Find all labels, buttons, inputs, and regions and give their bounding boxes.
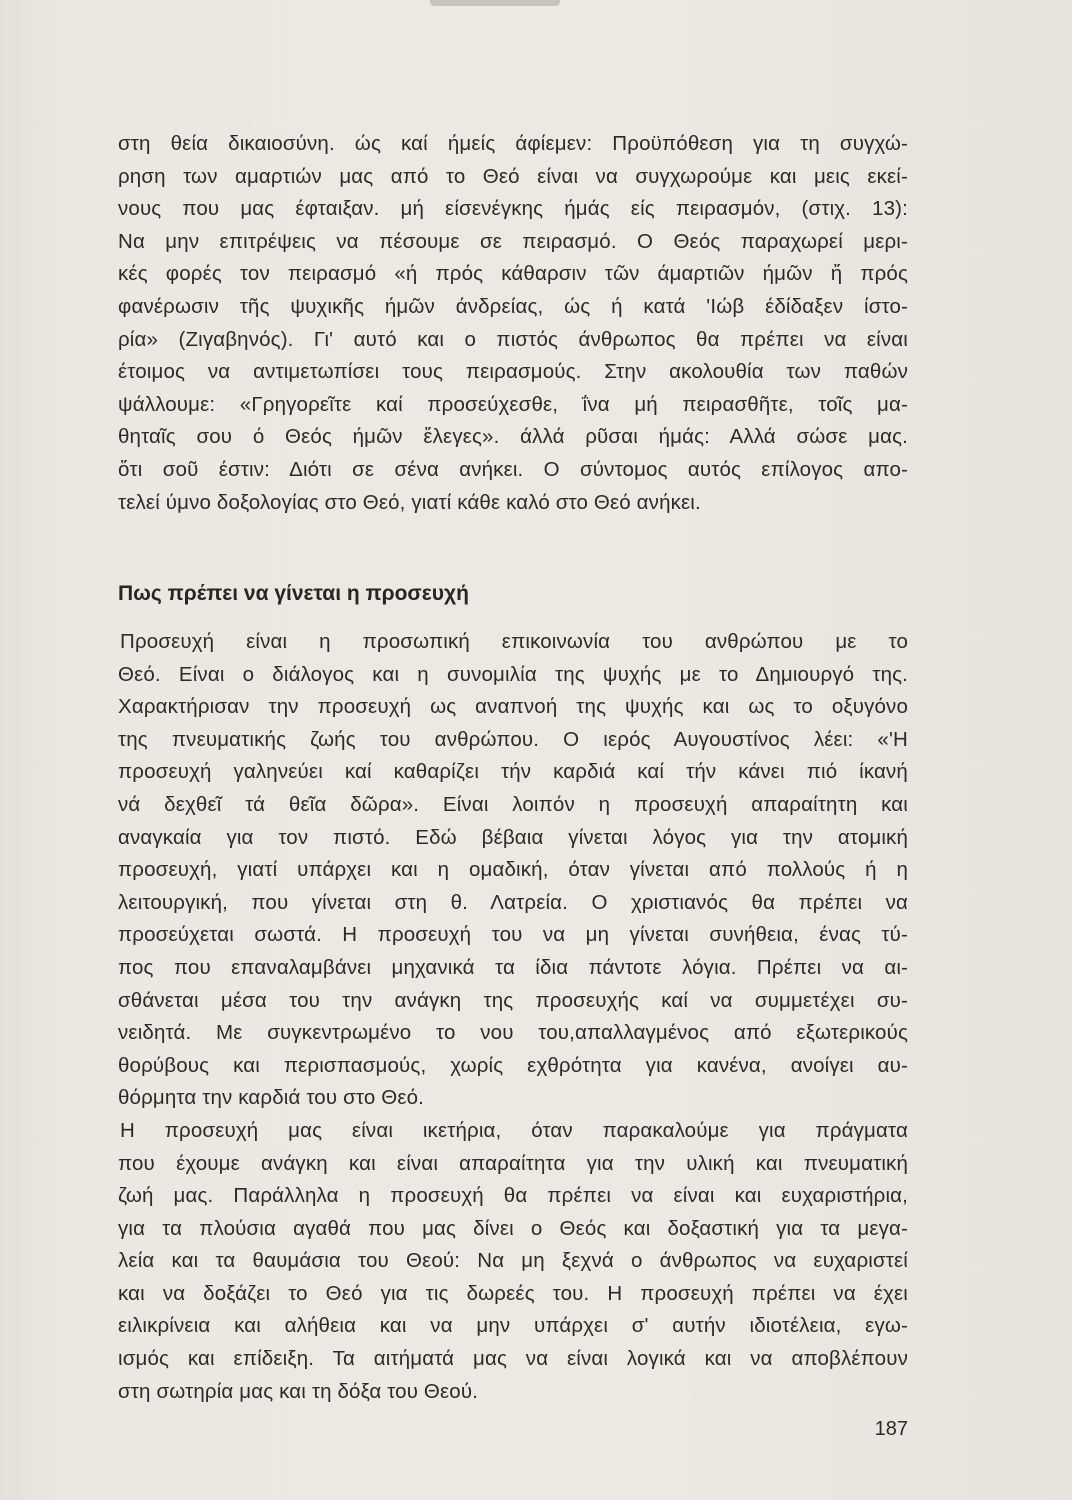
text-line: Να μην επιτρέψεις να πέσουμε σε πειρασμό. Ο Θεός παραχωρεί μερι- [118, 229, 908, 253]
text-line: ψάλλουμε: «Γρηγορεῖτε καί προσεύχεσθε, ΐνα μή πειρασθῆτε, τοῖς μα- [118, 392, 908, 416]
text-line: Η προσευχή μας είναι ικετήρια, όταν παρακαλούμε για πράγματα [120, 1118, 908, 1142]
text-line: πος που επαναλαμβάνει μηχανικά τα ίδια πάντοτε λόγια. Πρέπει να αι- [118, 955, 908, 979]
text-line: προσευχή, γιατί υπάρχει και η ομαδική, όταν γίνεται από πολλούς ή η [118, 858, 908, 882]
text-line: και να δοξάζει το Θεό για τις δωρεές του. Η προσευχή πρέπει να έχει [118, 1281, 908, 1305]
section-heading: Πως πρέπει να γίνεται η προσευχή [118, 582, 469, 605]
text-line: ειλικρίνεια και αλήθεια και να μην υπάρχει σ' αυτήν ιδιοτέλεια, εγω- [118, 1314, 908, 1338]
paragraph-prayer [118, 626, 908, 1408]
text-line: έτοιμος να αντιμετωπίσει τους πειρασμούς. Στην ακολουθία των παθών [118, 360, 908, 384]
paragraph-continued [118, 128, 908, 519]
text-line: νειδητά. Με συγκεντρωμένο το νου του,απαλλαγμένος από εξωτερικούς [118, 1021, 908, 1045]
text-line: σθάνεται μέσα του την ανάγκη της προσευχής καί να συμμετέχει συ- [118, 988, 908, 1012]
scan-edge-mark [430, 0, 560, 6]
text-line: ισμός και επίδειξη. Τα αιτήματά μας να είναι λογικά και να αποβλέπουν [118, 1347, 908, 1371]
text-line: ρηση των αμαρτιών μας από το Θεό είναι να συγχωρούμε και μεις εκεί- [118, 164, 908, 188]
text-line: λειτουργική, που γίνεται στη θ. Λατρεία. Ο χριστιανός θα πρέπει να [118, 890, 908, 914]
text-line: θόρμητα την καρδιά του στο Θεό. [118, 1086, 425, 1110]
text-line: προσευχή γαληνεύει καί καθαρίζει τήν καρδιά καί τήν κάνει πιό ίκανή [118, 760, 908, 784]
text-line: φανέρωσιν τῆς ψυχικῆς ήμῶν άνδρείας, ώς ή κατά 'Ιώβ έδίδαξεν ίστο- [118, 294, 908, 318]
text-line: Θεό. Είναι ο διάλογος και η συνομιλία της ψυχής με το Δημιουργό της. [118, 662, 908, 686]
text-line: στη θεία δικαιοσύνη. ώς καί ήμείς άφίεμεν: Προϋπόθεση για τη συγχώ- [118, 132, 908, 155]
text-line: νους που μας έφταιξαν. μή είσενέγκης ήμάς είς πειρασμόν, (στιχ. 13): [118, 197, 908, 221]
text-line: ὅτι σοῦ έστιν: Διότι σε σένα ανήκει. Ο σύντομος αυτός επίλογος απο- [118, 457, 908, 481]
text-line: προσεύχεται σωστά. Η προσευχή του να μη γίνεται συνήθεια, ένας τύ- [118, 923, 908, 947]
text-line: Χαρακτήρισαν την προσευχή ως αναπνοή της ψυχής και ως το οξυγόνο [118, 695, 908, 719]
text-line: θηταῖς σου ό Θεός ήμῶν ἔλεγες». άλλά ρῦσαι ήμάς: Αλλά σώσε μας. [118, 425, 908, 449]
text-line: κές φορές τον πειρασμό «ή πρός κάθαρσιν τῶν άμαρτιῶν ήμῶν ἤ πρός [118, 262, 908, 286]
text-line: θορύβους και περισπασμούς, χωρίς εχθρότητα για κανένα, ανοίγει αυ- [118, 1053, 908, 1077]
text-line: αναγκαία για τον πιστό. Εδώ βέβαια γίνεται λόγος για την ατομική [118, 825, 908, 849]
text-line: που έχουμε ανάγκη και είναι απαραίτητα για την υλική και πνευματική [118, 1151, 908, 1175]
text-line: νά δεχθεῖ τά θεῖα δῶρα». Είναι λοιπόν η προσευχή απαραίτητη και [118, 792, 908, 816]
text-line: της πνευματικής ζωής του ανθρώπου. Ο ιερός Αυγουστίνος λέει: «'Η [118, 727, 908, 751]
text-line: ζωή μας. Παράλληλα η προσευχή θα πρέπει να είναι και ευχαριστήρια, [118, 1184, 908, 1208]
text-line: Προσευχή είναι η προσωπική επικοινωνία του ανθρώπου με το [120, 630, 908, 653]
text-line: ρία» (Ζιγαβηνός). Γι' αυτό και ο πιστός άνθρωπος θα πρέπει να είναι [118, 327, 908, 351]
text-line: λεία και τα θαυμάσια του Θεού: Να μη ξεχνά ο άνθρωπος να ευχαριστεί [118, 1249, 908, 1273]
page-number: 187 [874, 1418, 908, 1440]
text-line: για τα πλούσια αγαθά που μας δίνει ο Θεός και δοξαστική για τα μεγα- [118, 1216, 908, 1240]
text-line: στη σωτηρία μας και τη δόξα του Θεού. [118, 1379, 479, 1403]
text-line: τελεί ύμνο δοξολογίας στο Θεό, γιατί κάθε καλό στο Θεό ανήκει. [118, 490, 701, 514]
